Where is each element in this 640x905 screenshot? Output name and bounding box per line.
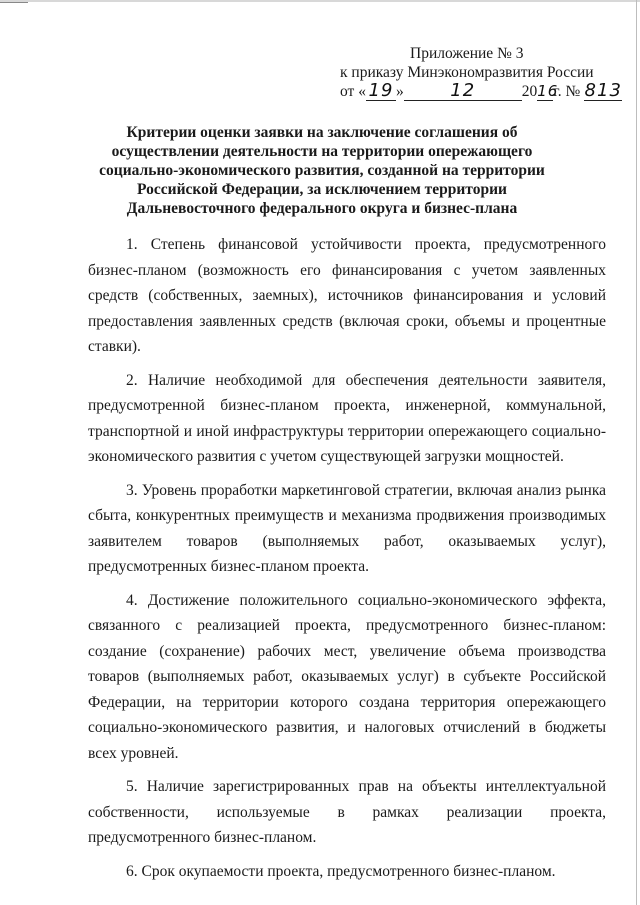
date-month-handwritten: 12 xyxy=(450,80,476,101)
scan-edge-right xyxy=(636,0,637,905)
date-day-handwritten: 19 xyxy=(368,80,394,101)
date-prefix: от « xyxy=(340,83,366,100)
criterion-1: 1. Степень финансовой устойчивости проекта, предусмотренного бизнес-планом (возможность его финансирования с учетом заявленных средств (собственных, заемных), источников финансирования и условий предоставления заявленных средств (включая сроки, объемы и процентные ставки). xyxy=(88,236,606,355)
criterion-3: 3. Уровень проработки маркетинговой стратегии, включая анализ рынка сбыта, конкурентных преимуществ и механизма продвижения производимых заявителем товаров (выполняемых работ, оказываемых услуг), предусмотренных бизнес-планом проекта. xyxy=(88,481,606,575)
scan-edge-top xyxy=(0,0,640,2)
date-quote: » xyxy=(395,83,404,100)
date-year-field xyxy=(537,82,559,101)
date-year-prefix: 20 xyxy=(521,83,538,100)
criterion-6: 6. Срок окупаемости проекта, предусмотренного бизнес-планом. xyxy=(126,862,556,880)
criterion-4: 4. Достижение положительного социально-экономического эффекта, связанного с реализацией проекта, предусмотренного бизнес-планом: создание (сохранение) рабочих мест, увеличение объема производства товаров (выполняемых работ, оказываемых услуг) в субъекте Российской Федерации, на территории которого создана территория опережающего социально-экономического развития, и налоговых отчислений в бюджеты всех уровней. xyxy=(88,591,606,762)
date-day-field xyxy=(366,82,396,101)
date-year-handwritten: 16 xyxy=(537,82,559,100)
scan-mark xyxy=(0,2,28,3)
order-number-field xyxy=(584,82,622,101)
criterion-5: 5. Наличие зарегистрированных прав на объекты интеллектуальной собственности, используемые в рамках реализации проекта, предусмотренного бизнес-планом. xyxy=(88,778,606,846)
attachment-order-ref: к приказу Минэкономразвития России xyxy=(340,64,594,81)
date-year-g: г. № xyxy=(553,83,581,100)
criteria-list xyxy=(88,232,606,892)
order-number-handwritten: 813 xyxy=(584,80,622,101)
attachment-date-line xyxy=(340,80,622,101)
document-title: Критерии оценки заявки на заключение соглашения об осуществлении деятельности на территории опережающего социально-экономического развития, созданной на территории Российской Федерации, за исключением территории Дальневосточного федерального округа и бизнес-плана xyxy=(99,124,545,217)
date-month-field xyxy=(404,82,522,101)
criterion-2: 2. Наличие необходимой для обеспечения деятельности заявителя, предусмотренной бизнес-планом проекта, инженерной, коммунальной, транспортной и иной инфраструктуры территории опережающего социально-экономического развития с учетом существующей загрузки мощностей. xyxy=(88,371,606,465)
attachment-number: Приложение № 3 xyxy=(410,45,524,62)
attachment-header xyxy=(340,44,622,101)
